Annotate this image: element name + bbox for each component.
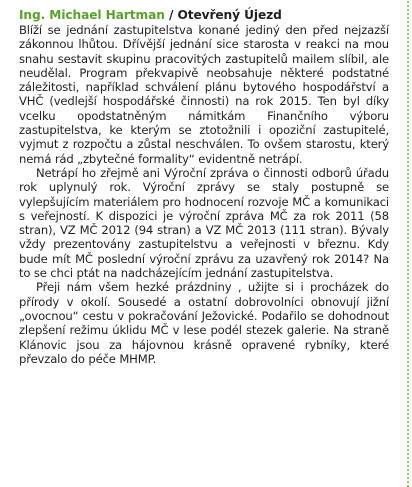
byline-place: Otevřený Újezd: [177, 8, 282, 22]
paragraph-2: Netrápí ho zřejmě ani Výroční zpráva o činnosti odborů úřadu rok uplynulý rok. Výroční zprávy se staly postupně se vylepšujícím materiálem pro hodnocení rozvoje MČ a komunikaci s veřejností. K dispozici je výroční zpráva MČ za rok 2011 (58 stran), VZ MČ 2012 (94 stran) a VZ MČ 2013 (111 stran). Bývaly vždy prezentovány zastupitelstvu a veřejnosti v březnu. Kdy bude mít MČ poslední výroční zprávu za uzavřený rok 2014? Na to se chci ptát na nadcházejícím jednání zastupitelstva.: [19, 165, 389, 281]
paragraph-1: Blíží se jednání zastupitelstva konané jediný den před nejzazší zákonnou lhůtou. Dřívější jednání sice starosta v reakci na mou snahu sestavit skupinu pracovitých zastupitelů mailem slíbil, ale neudělal. Program překvapivě neobsahuje některé podstatné záležitosti, například schválení plánu bytového hospodářství a VHČ (vedlejší hospodářské činnosti) na rok 2015. Ten byl díky vcelku opodstatněným námitkám Finančního výboru zastupitelstva, ke kterým se ztotožnili i opoziční zastupitelé, vyjmut z rozpočtu a zůstal neschválen. To ovšem starostu, který nemá rád „zbytečné formality“ evidentně netrápí.: [19, 23, 389, 166]
byline: [19, 7, 389, 23]
byline-separator: /: [168, 8, 174, 22]
paragraph-3: Přeji nám všem hezké prázdniny , užijte si i procházek do přírody v okolí. Sousedé a ostatní dobrovolníci obnovují jižní „ovocnou“ cestu v pokračování Ježovické. Podařilo se dohodnout zlepšení režimu úklidu MČ v lese podél stezek galerie. Na straně Klánovic jsou za hájovnou krásně opravené rybníky, které převzalo do péče MHMP.: [19, 280, 389, 366]
dotted-column-rule: [406, 0, 410, 487]
article: [19, 7, 389, 366]
author-name: Ing. Michael Hartman: [19, 8, 165, 22]
